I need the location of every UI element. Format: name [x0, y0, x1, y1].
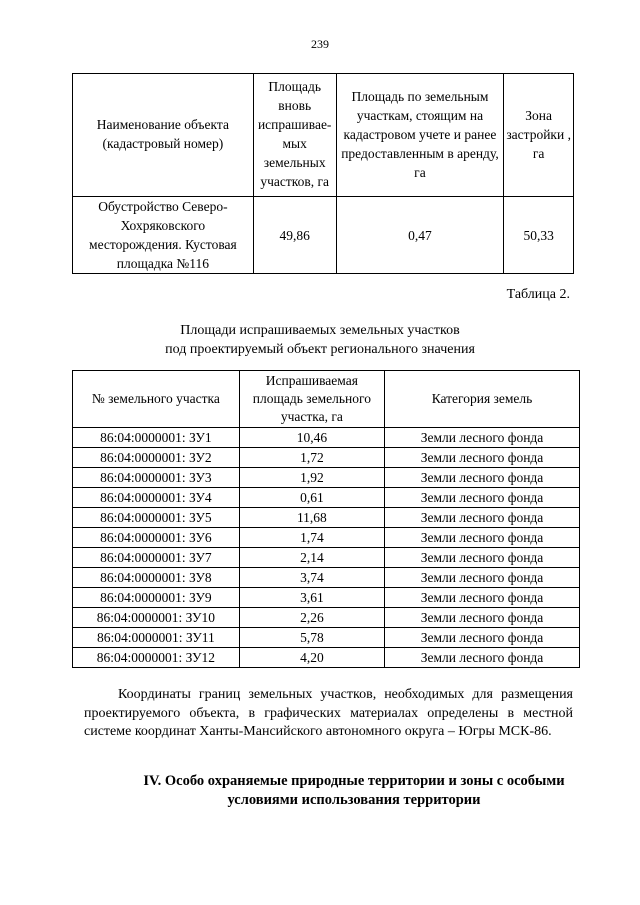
- plot-number: 86:04:0000001: ЗУ5: [73, 508, 240, 528]
- plot-area: 1,92: [239, 468, 384, 488]
- plot-number: 86:04:0000001: ЗУ2: [73, 448, 240, 468]
- table-header-row: [73, 74, 574, 197]
- plot-category: Земли лесного фонда: [385, 608, 580, 628]
- plot-number: 86:04:0000001: ЗУ1: [73, 428, 240, 448]
- plot-area: 1,74: [239, 528, 384, 548]
- plot-area: 2,14: [239, 548, 384, 568]
- plot-category: Земли лесного фонда: [385, 628, 580, 648]
- plot-area: 0,61: [239, 488, 384, 508]
- table-row: [73, 628, 580, 648]
- table-row: [73, 448, 580, 468]
- object-area-table: [72, 73, 574, 274]
- plot-area: 5,78: [239, 628, 384, 648]
- header-object-name: Наименование объекта (кадастровый номер): [73, 74, 254, 197]
- plot-number: 86:04:0000001: ЗУ11: [73, 628, 240, 648]
- header-build-zone: Зона застройки , га: [504, 74, 574, 197]
- coordinates-paragraph: Координаты границ земельных участков, необходимых для размещения проектируемого объекта, в графических материалах определены в местной системе координат Ханты-Мансийского автономного округа – Югры МСК-86.: [84, 687, 573, 739]
- cell-object-name: Обустройство Северо-Хохряковского месторождения. Кустовая площадка №116: [73, 197, 254, 274]
- plot-number: 86:04:0000001: ЗУ3: [73, 468, 240, 488]
- cell-leased-area: 0,47: [336, 197, 504, 274]
- plot-area: 4,20: [239, 648, 384, 668]
- table-row: [73, 528, 580, 548]
- table-row: [73, 197, 574, 274]
- plot-category: Земли лесного фонда: [385, 488, 580, 508]
- plot-area: 2,26: [239, 608, 384, 628]
- table-row: [73, 648, 580, 668]
- plot-number: 86:04:0000001: ЗУ8: [73, 568, 240, 588]
- table-row: [73, 468, 580, 488]
- table-row: [73, 428, 580, 448]
- cell-build-zone: 50,33: [504, 197, 574, 274]
- header-leased-area: Площадь по земельным участкам, стоящим на кадастровом учете и ранее предоставленным в аренду, га: [336, 74, 504, 197]
- plot-category: Земли лесного фонда: [385, 588, 580, 608]
- table-title: [0, 321, 640, 359]
- plot-number: 86:04:0000001: ЗУ7: [73, 548, 240, 568]
- plot-category: Земли лесного фонда: [385, 508, 580, 528]
- plot-number: 86:04:0000001: ЗУ6: [73, 528, 240, 548]
- plot-category: Земли лесного фонда: [385, 528, 580, 548]
- table-row: [73, 488, 580, 508]
- header-land-category: Категория земель: [385, 371, 580, 428]
- table-row: [73, 508, 580, 528]
- table-label: Таблица 2.: [506, 287, 570, 302]
- header-requested-area: Испрашиваемая площадь земельного участка, га: [239, 371, 384, 428]
- plot-number: 86:04:0000001: ЗУ10: [73, 608, 240, 628]
- header-plot-number: № земельного участка: [73, 371, 240, 428]
- plot-category: Земли лесного фонда: [385, 648, 580, 668]
- plot-area: 3,74: [239, 568, 384, 588]
- cell-new-area: 49,86: [253, 197, 336, 274]
- table-header-row: [73, 371, 580, 428]
- table-row: [73, 608, 580, 628]
- header-new-area: Площадь вновь испрашивае-мых земельных участков, га: [253, 74, 336, 197]
- plot-category: Земли лесного фонда: [385, 468, 580, 488]
- plot-number: 86:04:0000001: ЗУ4: [73, 488, 240, 508]
- plot-number: 86:04:0000001: ЗУ9: [73, 588, 240, 608]
- plot-category: Земли лесного фонда: [385, 548, 580, 568]
- table-title-line-2: под проектируемый объект регионального значения: [165, 342, 475, 357]
- plot-category: Земли лесного фонда: [385, 568, 580, 588]
- table-title-line-1: Площади испрашиваемых земельных участков: [180, 323, 460, 338]
- plot-number: 86:04:0000001: ЗУ12: [73, 648, 240, 668]
- plot-category: Земли лесного фонда: [385, 448, 580, 468]
- table-row: [73, 588, 580, 608]
- plot-area: 3,61: [239, 588, 384, 608]
- plot-area: 1,72: [239, 448, 384, 468]
- land-plots-table: [72, 370, 580, 668]
- page-number: 239: [311, 37, 329, 51]
- table-row: [73, 568, 580, 588]
- plot-area: 10,46: [239, 428, 384, 448]
- plot-category: Земли лесного фонда: [385, 428, 580, 448]
- plot-area: 11,68: [239, 508, 384, 528]
- section-heading: IV. Особо охраняемые природные территории и зоны с особыми условиями использования территории: [143, 773, 565, 808]
- table-row: [73, 548, 580, 568]
